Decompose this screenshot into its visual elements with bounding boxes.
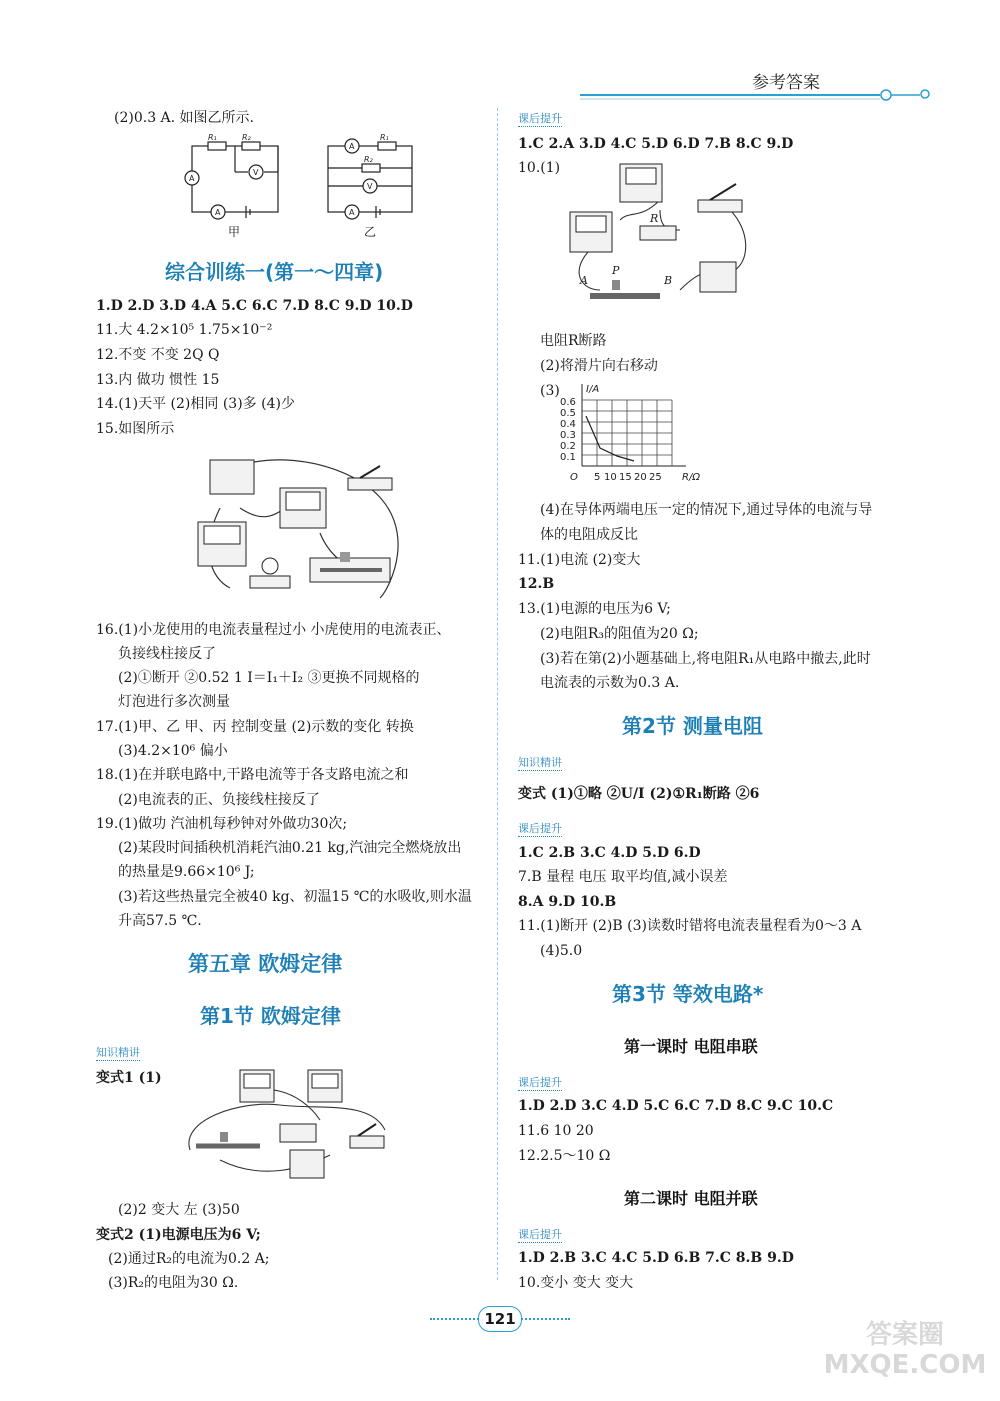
answer-line: 12.不变 不变 2Q Q: [96, 347, 220, 363]
svg-text:A: A: [189, 174, 195, 183]
answer-line: 15.如图所示: [96, 421, 175, 437]
answer-line: (2)将滑片向右移动: [540, 358, 658, 374]
answer-line: 13.(1)电源的电压为6 V;: [518, 601, 671, 617]
page-number-badge: [478, 1306, 522, 1332]
page-number-area: [430, 1306, 570, 1332]
svg-text:A: A: [349, 208, 355, 217]
answer-line: 13.内 做功 惯性 15: [96, 372, 220, 388]
tag-after-class: 课后提升: [518, 112, 562, 125]
svg-text:A: A: [580, 274, 588, 287]
answer-line: 11.大 4.2×10⁵ 1.75×10⁻²: [96, 322, 273, 338]
watermark: 答案圈 MXQE.COM: [823, 1320, 987, 1380]
answer-line: 1.C 2.B 3.C 4.D 5.D 6.D: [518, 845, 701, 861]
svg-text:V: V: [367, 182, 373, 191]
answer-line: (3)若在第(2)小题基础上,将电阻R₁从电路中撤去,此时: [540, 651, 871, 667]
page-header: [0, 0, 1000, 110]
xtick: 10: [604, 472, 617, 483]
column-divider: [497, 108, 498, 1280]
answer-line: 灯泡进行多次测量: [118, 694, 230, 710]
svg-text:A: A: [349, 142, 355, 151]
answer-line: 17.(1)甲、乙 甲、丙 控制变量 (2)示数的变化 转换: [96, 719, 414, 735]
answer-line: 10.变小 变大 变大: [518, 1275, 634, 1291]
answer-line: 1.C 2.A 3.D 4.C 5.D 6.D 7.B 8.C 9.D: [518, 136, 794, 152]
answer-line: (3)4.2×10⁶ 偏小: [118, 743, 228, 759]
answer-line: 19.(1)做功 汽油机每秒钟对外做功30次;: [96, 816, 348, 832]
svg-text:R₁: R₁: [380, 133, 389, 142]
subtitle-parallel: 第二课时 电阻并联: [624, 1189, 758, 1208]
answer-line: 8.A 9.D 10.B: [518, 894, 617, 910]
answer-line: 电流表的示数为0.3 A.: [540, 675, 680, 691]
answer-line: 18.(1)在并联电路中,干路电流等于各支路电流之和: [96, 767, 409, 783]
answer-line: (2)①断开 ②0.52 1 I＝I₁＋I₂ ③更换不同规格的: [118, 670, 420, 686]
ytick: 0.3: [560, 430, 576, 441]
bianshi1-label: 变式1 (1): [96, 1070, 162, 1086]
tag-knowledge-2: 知识精讲: [518, 756, 562, 769]
tag-after-class-2: 课后提升: [518, 822, 562, 835]
answer-line: (4)5.0: [540, 943, 583, 959]
answer-line: (2)电流表的正、负接线柱接反了: [118, 792, 320, 808]
answer-line: 负接线柱接反了: [118, 646, 216, 662]
bianshi-line: 变式 (1)①略 ②U/I (2)①R₁断路 ②6: [518, 786, 760, 802]
answer-line: (3)R₂的电阻为30 Ω.: [108, 1275, 239, 1291]
ytick: 0.5: [560, 408, 576, 419]
chapter-title: 第五章 欧姆定律: [188, 952, 343, 976]
section-title-measure: 第2节 测量电阻: [622, 714, 763, 738]
answer-line: (2)某段时间插秧机消耗汽油0.21 kg,汽油完全燃烧放出: [118, 840, 462, 856]
xtick: 20: [634, 472, 647, 483]
graph-current-resistance: [556, 380, 716, 490]
figure-15-apparatus: [180, 448, 420, 618]
left-intro: (2)0.3 A. 如图乙所示.: [114, 110, 255, 126]
figure-bianshi1-apparatus: [180, 1060, 400, 1180]
graph-ylabel: I/A: [586, 384, 600, 395]
answer-line: 16.(1)小龙使用的电流表量程过小 小虎使用的电流表正、: [96, 622, 451, 638]
answer-line: (2)2 变大 左 (3)50: [118, 1202, 240, 1218]
answer-line: 变式2 (1)电源电压为6 V;: [96, 1227, 261, 1243]
answer-line: (2)电阻R₃的阻值为20 Ω;: [540, 626, 699, 642]
header-rule: [580, 88, 940, 102]
svg-text:R₁: R₁: [208, 133, 217, 142]
answer-line: 1.D 2.D 3.C 4.D 5.C 6.C 7.D 8.C 9.C 10.C: [518, 1098, 834, 1114]
answer-line: 10.(1): [518, 160, 561, 176]
svg-text:R₂: R₂: [242, 133, 251, 142]
answer-line: 体的电阻成反比: [540, 527, 638, 543]
answer-line: 1.D 2.D 3.D 4.A 5.C 6.C 7.D 8.C 9.D 10.D: [96, 298, 413, 314]
svg-text:B: B: [664, 274, 673, 287]
answer-line: 14.(1)天平 (2)相同 (3)多 (4)少: [96, 396, 295, 412]
graph-xlabel: R/Ω: [682, 472, 700, 483]
answer-line: 的热量是9.66×10⁶ J;: [118, 864, 255, 880]
circuit-yi: [320, 132, 420, 224]
section-title-equivalent: 第3节 等效电路*: [612, 982, 764, 1006]
answer-line: 11.(1)断开 (2)B (3)读数时错将电流表量程看为0～3 A: [518, 918, 862, 934]
tag-knowledge: 知识精讲: [96, 1046, 140, 1059]
answer-line: (3)若这些热量完全被40 kg、初温15 ℃的水吸收,则水温: [118, 889, 472, 905]
svg-text:R: R: [650, 212, 659, 225]
answer-line: 电阻R断路: [540, 333, 607, 349]
subtitle-series: 第一课时 电阻串联: [624, 1037, 758, 1056]
page-number: 121: [484, 1310, 516, 1328]
answer-line: 7.B 量程 电压 取平均值,减小误差: [518, 869, 728, 885]
label-jia: 甲: [228, 225, 241, 239]
answer-line: 11.(1)电流 (2)变大: [518, 552, 641, 568]
label-yi: 乙: [364, 225, 377, 239]
ytick: 0.6: [560, 397, 576, 408]
svg-text:A: A: [215, 208, 221, 217]
figure-10-apparatus: [560, 160, 780, 328]
answer-line: 11.6 10 20: [518, 1123, 594, 1139]
header-title: 参考答案: [752, 73, 820, 93]
answer-line: (4)在导体两端电压一定的情况下,通过导体的电流与导: [540, 502, 873, 518]
answer-line: (2)通过R₂的电流为0.2 A;: [108, 1251, 270, 1267]
svg-text:P: P: [612, 264, 620, 277]
answer-line: 12.B: [518, 576, 555, 592]
svg-text:V: V: [253, 168, 259, 177]
ytick: 0.2: [560, 441, 576, 452]
circuit-jia: [180, 132, 290, 224]
answer-line: 12.2.5～10 Ω: [518, 1148, 611, 1164]
section-title-ohm: 第1节 欧姆定律: [200, 1004, 341, 1028]
tag-after-class-4: 课后提升: [518, 1228, 562, 1241]
answer-line: 升高57.5 ℃.: [118, 913, 202, 929]
ytick: 0.1: [560, 452, 576, 463]
xtick: 25: [649, 472, 662, 483]
xtick: 15: [619, 472, 632, 483]
answer-line: (3): [540, 383, 560, 399]
section-title-comprehensive: 综合训练一(第一～四章): [165, 260, 384, 284]
answer-line: 1.D 2.B 3.C 4.C 5.D 6.B 7.C 8.B 9.D: [518, 1250, 794, 1266]
ytick: 0.4: [560, 419, 576, 430]
xtick: 5: [594, 472, 601, 483]
graph-origin: O: [570, 472, 578, 483]
tag-after-class-3: 课后提升: [518, 1076, 562, 1089]
svg-text:R₂: R₂: [364, 155, 373, 164]
